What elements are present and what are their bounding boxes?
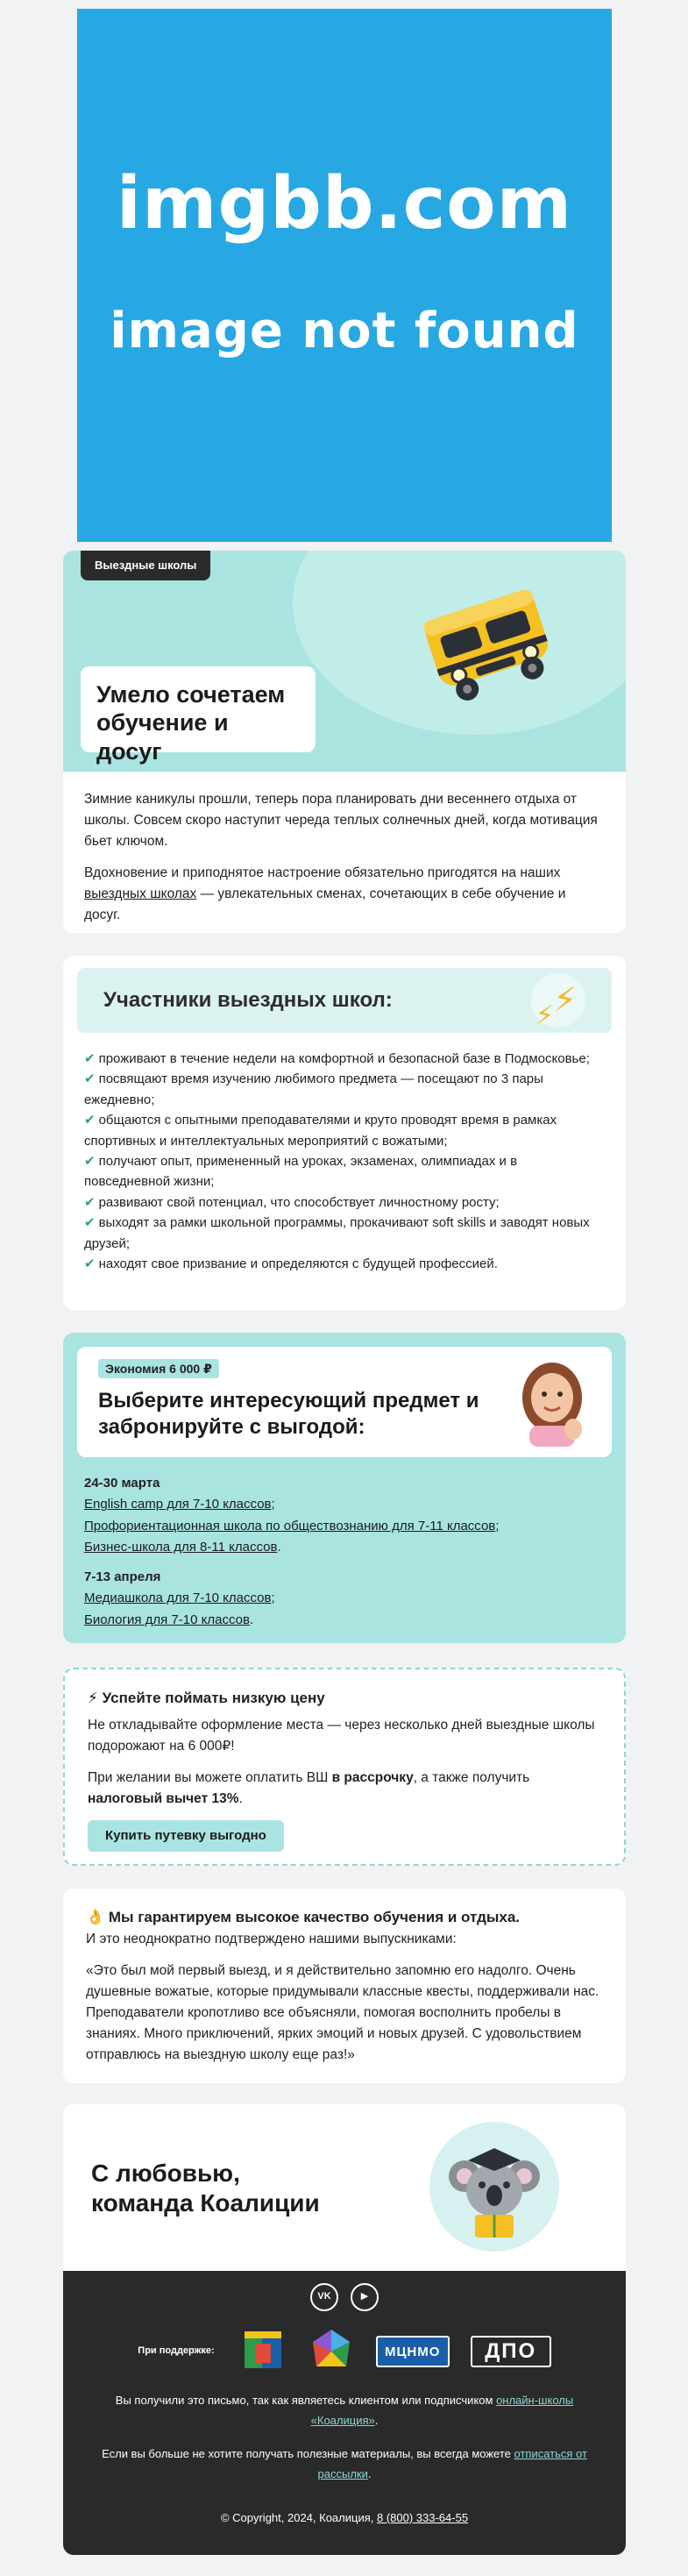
text: . — [238, 1791, 243, 1807]
program-link[interactable]: Профориентационная школа по обществознанию для 7-11 классов — [84, 1518, 496, 1534]
program-link-row: Бизнес-школа для 8-11 классов. — [84, 1539, 281, 1555]
list-item-text: общаются с опытными преподавателями и круто проводят время в рамках спортивных и интеллектуальных мероприятий с вожатыми; — [84, 1113, 557, 1149]
intro-body — [63, 772, 626, 926]
unsubscribe-link[interactable]: отписаться от рассылки — [317, 2446, 587, 2481]
testimonial-quote: «Это был мой первый выезд, и я действительно запомню его надолго. Очень душевные вожатые, которые придумывали классные квесты, поддерживали нас. Преподаватели кропотливо все объясняли, помогая восполнить пробелы в знаниях. Много приключений, ярких эмоций и новых друзей. С удовольствием отправлюсь на выездную школу еще раз!» — [86, 1963, 599, 2063]
placeholder-line-2: image not found — [110, 302, 579, 359]
text: Если вы больше не хотите получать полезные материалы, вы всегда можете — [102, 2446, 514, 2460]
list-item — [84, 1069, 605, 1110]
program-link-row: Профориентационная школа по обществознанию для 7-11 классов; — [84, 1518, 500, 1534]
low-price-title: ⚡ Успейте поймать низкую цену — [88, 1690, 325, 1706]
placeholder-line-1: imgbb.com — [116, 162, 573, 246]
star-logo-icon — [308, 2328, 355, 2375]
school-bus-icon — [414, 577, 563, 708]
check-icon: ✔ — [84, 1194, 96, 1210]
list-item-text: развивают свой потенциал, что способствует личностному росту; — [98, 1194, 500, 1210]
signature-line-2: команда Коалиции — [91, 2189, 320, 2217]
program-link[interactable]: Бизнес-школа для 8-11 классов — [84, 1539, 278, 1555]
booking-header — [77, 1347, 612, 1457]
list-item-text: находят свое призвание и определяются с будущей профессией. — [98, 1256, 498, 1271]
check-icon: ✔ — [84, 1071, 96, 1087]
unsubscribe-note — [63, 2444, 626, 2485]
phone-link[interactable]: 8 (800) 333-64-55 — [376, 2510, 469, 2524]
date-range-1: 24-30 марта — [84, 1476, 160, 1491]
text: . — [374, 2414, 379, 2428]
program-link-row: Биология для 7-10 классов. — [84, 1612, 254, 1627]
signature-text — [91, 2159, 320, 2218]
intro-text: Вдохновение и приподнятое настроение обязательно пригодятся на наших — [84, 865, 561, 881]
social-links — [63, 2283, 626, 2311]
participants-header — [77, 968, 612, 1033]
program-link[interactable]: Медиашкола для 7-10 классов — [84, 1590, 272, 1606]
hero-image-placeholder — [77, 9, 612, 542]
list-item — [84, 1192, 605, 1213]
text: . — [367, 2467, 372, 2481]
list-item — [84, 1110, 605, 1151]
intro-text-tail: — увлекательных сменах, сочетающих в себе обучение и досуг. — [84, 886, 566, 923]
intro-section — [63, 551, 626, 933]
date-range-2: 7-13 апреля — [84, 1569, 161, 1585]
low-price-section — [63, 1668, 626, 1866]
koala-mascot-icon — [429, 2122, 559, 2252]
girl-avatar-icon — [517, 1359, 587, 1447]
footer-section — [63, 2104, 626, 2555]
intro-title: Умело сочетаем обучение и досуг — [81, 666, 316, 752]
quality-title: 👌 Мы гарантируем высокое качество обучения и отдыха. — [86, 1909, 521, 1925]
text: , а также получить — [413, 1770, 530, 1786]
list-item-text: выходят за рамки школьной программы, прокачивают soft skills и заводят новых друзей; — [84, 1215, 590, 1251]
text: При желании вы можете оплатить ВШ — [88, 1770, 332, 1786]
outdoor-schools-link[interactable]: выездных школах — [84, 886, 197, 902]
lightning-icon: ⚡ — [553, 982, 577, 1019]
mcnmo-logo: МЦНМО — [376, 2336, 450, 2367]
program-link-row: Медиашкола для 7-10 классов; — [84, 1590, 275, 1606]
list-item-text: получают опыт, примененный на уроках, экзаменах, олимпиадах и в повседневной жизни; — [84, 1153, 518, 1190]
lightning-icon: ⚡ — [535, 1001, 554, 1030]
program-link[interactable]: English camp для 7-10 классов — [84, 1497, 272, 1512]
intro-paragraph-1: Зимние каникулы прошли, теперь пора планировать дни весеннего отдыха от школы. Совсем скоро наступит череда теплых солнечных дней, когда мотивация бьет ключом. — [84, 792, 598, 850]
list-item — [84, 1049, 605, 1069]
quality-section — [63, 1889, 626, 2083]
program-link[interactable]: Биология для 7-10 классов — [84, 1612, 250, 1627]
buy-voucher-button[interactable]: Купить путевку выгодно — [88, 1820, 284, 1851]
intro-paragraph-2 — [84, 863, 605, 926]
list-item — [84, 1254, 605, 1274]
participants-section — [63, 956, 626, 1310]
check-icon: ✔ — [84, 1051, 96, 1066]
booking-dates — [77, 1457, 612, 1631]
footer-dark — [63, 2271, 626, 2555]
school-link[interactable]: онлайн-школы «Коалиция» — [310, 2394, 574, 2428]
vk-icon[interactable]: VK — [310, 2283, 338, 2311]
signature-block — [63, 2104, 626, 2271]
cube-logo-icon — [239, 2328, 287, 2375]
installments-text: в рассрочку — [331, 1770, 414, 1786]
youtube-icon[interactable]: ▶ — [351, 2283, 379, 2311]
savings-badge: Экономия 6 000 ₽ — [98, 1359, 219, 1378]
participants-list — [77, 1033, 612, 1274]
list-item-text: проживают в течение недели на комфортной и безопасной базе в Подмосковье; — [98, 1051, 590, 1066]
copyright — [63, 2508, 626, 2528]
copyright-text: © Copyright, 2024, Коалиция, — [220, 2510, 377, 2524]
support-label: При поддержке: — [138, 2345, 215, 2357]
check-icon: ✔ — [84, 1256, 96, 1271]
booking-headline: Выберите интересующий предмет и забронируйте с выгодой: — [98, 1389, 479, 1440]
check-icon: ✔ — [84, 1113, 96, 1128]
participants-title: Участники выездных школ: — [103, 988, 393, 1013]
section-badge: Выездные школы — [81, 551, 210, 580]
list-item — [84, 1213, 605, 1254]
list-item — [84, 1151, 605, 1192]
tax-deduction-text: налоговый вычет 13% — [88, 1791, 239, 1807]
check-icon: ✔ — [84, 1153, 96, 1169]
list-item-text: посвящают время изучению любимого предмета — посещают по 3 пары ежедневно; — [84, 1071, 543, 1107]
quality-subtitle: И это неоднократно подтверждено нашими выпускниками: — [86, 1932, 457, 1947]
subscription-note — [63, 2390, 626, 2431]
dpo-logo: ДПО — [471, 2336, 551, 2367]
low-price-paragraph-2 — [88, 1768, 601, 1810]
text: Вы получили это письмо, так как являетесь клиентом или подписчиком — [115, 2394, 497, 2407]
low-price-paragraph-1: Не откладывайте оформление места — через несколько дней выездные школы подорожают на 6 000₽! — [88, 1718, 595, 1754]
intro-banner — [63, 551, 626, 772]
check-icon: ✔ — [84, 1215, 96, 1231]
signature-line-1: С любовью, — [91, 2160, 240, 2187]
program-link-row: English camp для 7-10 классов; — [84, 1497, 275, 1512]
partners-row — [63, 2325, 626, 2378]
booking-section — [63, 1333, 626, 1643]
